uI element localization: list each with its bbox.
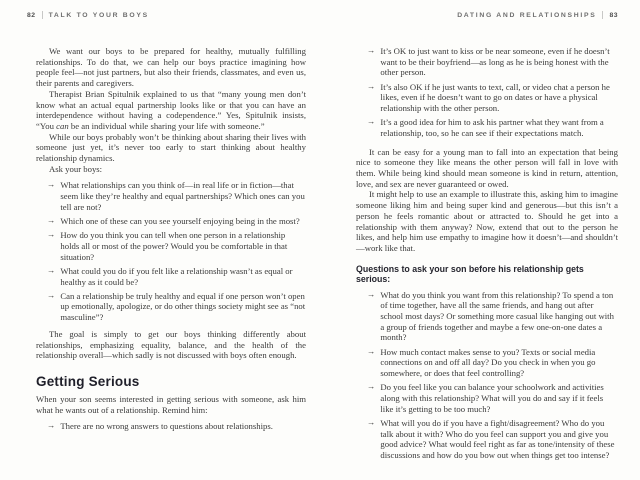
- serious-questions-list: [356, 290, 618, 461]
- arrow-bullet-icon: →: [47, 230, 56, 240]
- right-page: [320, 0, 640, 480]
- arrow-bullet-icon: →: [367, 46, 376, 55]
- running-head-left: [27, 10, 306, 20]
- arrow-bullet-icon: →: [367, 117, 376, 127]
- page-number-right: 83: [609, 11, 618, 19]
- paragraph-text: be an individual while sharing your life with someone.”: [68, 120, 265, 131]
- running-head-title-left: TALK TO YOUR BOYS: [48, 11, 149, 19]
- list-item: [367, 290, 618, 344]
- bullet-text: Do you feel like you can balance your schoolwork and activities along with this relationship? What will you do and say if it feels like it’s getting to be too much?: [380, 382, 604, 414]
- ok-reminders-list: [356, 46, 618, 139]
- bullet-text: What could you do if you felt like a relationship wasn’t as equal or healthy as it could be?: [60, 265, 293, 287]
- running-head-divider: [602, 11, 603, 19]
- bullet-text: How much contact makes sense to you? Texts or social media connections on and off all day? Do you check in when you go somewhere, or does that feel controlling?: [380, 346, 596, 379]
- arrow-bullet-icon: →: [367, 81, 376, 91]
- paragraph-text: Therapist Brian Spitulnik explained to us that “many young men don’t know what an actual equal partnership looks like or that you can have an interdependence without having a codependence.” Yes, Spitulnik insists, “You: [36, 88, 306, 131]
- arrow-bullet-icon: →: [47, 216, 56, 226]
- serious-reminders-list: [36, 421, 306, 432]
- relationship-questions-list: [36, 180, 306, 322]
- bullet-text: There are no wrong answers to questions about relationships.: [60, 421, 273, 432]
- bullet-text: It’s also OK if he just wants to text, call, or video chat a person he likes, even if he doesn’t want to go on dates or have a physical relationship with the other person.: [380, 81, 610, 114]
- list-item: [47, 421, 306, 432]
- list-item: [47, 230, 306, 262]
- list-item: [367, 117, 618, 138]
- arrow-bullet-icon: →: [367, 417, 376, 427]
- list-item: [367, 347, 618, 379]
- body-paragraph: The goal is simply to get our boys thinking differently about relationships, emphasizing equality, balance, and the health of the relationship overall—which sadly is not discussed with boys often enough.: [36, 328, 306, 361]
- body-paragraph: When your son seems interested in getting serious with someone, ask him what he wants out of a relationship. Remind him:: [36, 393, 306, 415]
- bullet-text: Can a relationship be truly healthy and equal if one person won’t open up emotionally, apologize, or do other things society might see as “not masculine”?: [60, 290, 306, 323]
- arrow-bullet-icon: →: [47, 265, 56, 275]
- body-paragraph: It can be easy for a young man to fall into an expectation that being nice to someone they like means the other person will fall in love with them. While being kind should mean someone is kind in return, attention, love, and sex are never guaranteed or owed.: [356, 146, 618, 189]
- questions-subheading: Questions to ask your son before his relationship gets serious:: [356, 263, 584, 284]
- list-item: [47, 266, 306, 287]
- running-head-right: [356, 10, 618, 20]
- bullet-text: What do you think you want from this relationship? To spend a ton of time together, have all the same friends, and hang out after school most days? Or something more casual like hanging out with a group of friends together and maybe a few one-on-one dates a month?: [380, 289, 614, 343]
- arrow-bullet-icon: →: [47, 290, 56, 300]
- list-item: [47, 291, 306, 323]
- arrow-bullet-icon: →: [367, 382, 376, 392]
- list-item: [367, 418, 618, 461]
- list-item: [367, 82, 618, 114]
- arrow-bullet-icon: →: [47, 180, 56, 190]
- body-paragraph: While our boys probably won’t be thinking about sharing their lives with someone just yet, it’s never too early to start thinking about healthy relationship dynamics.: [36, 131, 306, 164]
- italic-word: can: [56, 120, 69, 131]
- bullet-text: How do you think you can tell when one person in a relationship holds all or most of the power? Would you be comfortable in that situation?: [60, 230, 288, 262]
- body-paragraph: [36, 89, 306, 132]
- bullet-text: What relationships can you think of—in real life or in fiction—that seem like they’re healthy and equal partnerships? Which ones can you tell are not?: [60, 180, 305, 212]
- arrow-bullet-icon: →: [47, 421, 56, 431]
- bullet-text: Which one of these can you see yourself enjoying being in the most?: [60, 216, 300, 227]
- list-item: [47, 180, 306, 212]
- body-paragraph: We want our boys to be prepared for healthy, mutually fulfilling relationships. To do that, we can help our boys practice imagining how people feel—not just partners, but also their friends, classmates, and even us, their parents and caregivers.: [36, 46, 306, 89]
- section-heading: Getting Serious: [36, 373, 140, 389]
- list-item: [47, 216, 306, 227]
- ask-prompt: Ask your boys:: [49, 163, 103, 174]
- running-head-divider: [42, 11, 43, 19]
- arrow-bullet-icon: →: [367, 289, 376, 299]
- list-item: [367, 46, 618, 78]
- bullet-text: It’s a good idea for him to ask his partner what they want from a relationship, too, so he can see if their expectations match.: [380, 117, 604, 138]
- page-number-left: 82: [27, 11, 36, 19]
- bullet-text: It’s OK to just want to kiss or be near someone, even if he doesn’t want to be their boyfriend—as long as he is being honest with the other person.: [380, 46, 610, 78]
- arrow-bullet-icon: →: [367, 346, 376, 356]
- list-item: [367, 382, 618, 414]
- bullet-text: What will you do if you have a fight/disagreement? Who do you talk about it with? Who do you feel can support you and give you good advice? What would feel right as far as tone/intensity of these discussions and how do you bow out when things get too intense?: [380, 417, 615, 460]
- body-paragraph: It might help to use an example to illustrate this, asking him to imagine someone liking him and being super kind and generous—but this isn’t a person he feels romantic about or attracted to. Should he get into a relationship with them anyway? Now, extend that out to the person he likes, and help him use empathy to imagine how it doesn’t—and shouldn’t—work like that.: [356, 189, 618, 253]
- running-head-title-right: DATING AND RELATIONSHIPS: [457, 11, 597, 19]
